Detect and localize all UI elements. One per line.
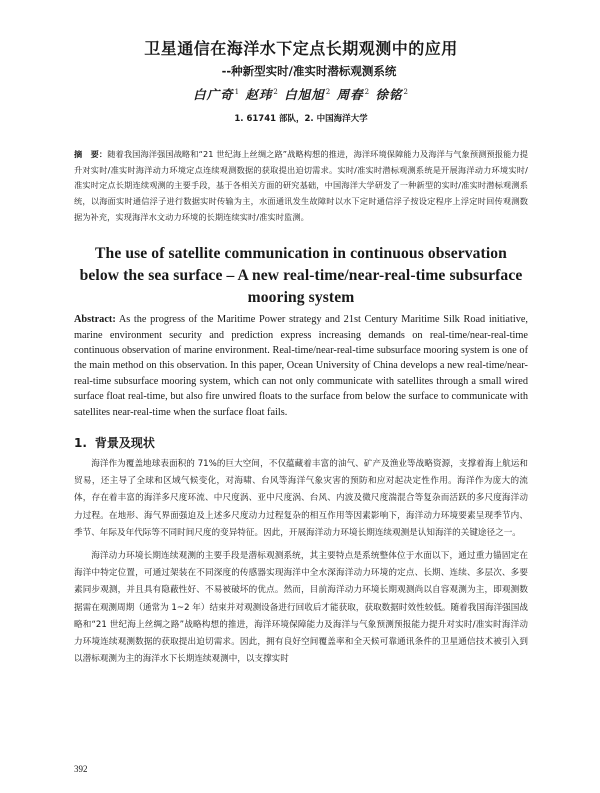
abstract-cn-text: 随着我国海洋强国战略和“21 世纪海上丝绸之路”战略构想的推进，海洋环境保障能力及海洋与气象预测预报能力提升对实时/准实时海洋动力环境定点连续观测数据的获取提出迫切需求。实时/准实时潜标观测系统是开展海洋动力环境实时/准实时定点长期连续观测的主要手段，基于各相关方面的研究基础，中国海洋大学研发了一种新型的实时/准实时潜标观测系统，以海面实时通信浮子进行数据实时传输为主，水面通讯发生故障时以水下定时通信浮子按设定程序上浮定时回传观测数据为补充，实现海洋水文动力环境的长期连续实时/准实时监测。 [74,149,528,222]
body-paragraph: 海洋作为覆盖地球表面积的 71%的巨大空间，不仅蕴藏着丰富的油气、矿产及渔业等战略资源，支撑着海上航运和贸易，还主导了全球和区域气候变化，对海啸、台风等海洋气象灾害的预防和应对起决定性作用。海洋作为庞大的流体，存在着丰富的海洋多尺度环流、中尺度涡、亚中尺度涡、台风、内波及微尺度湍混合等复杂而活跃的多尺度海洋动力过程。在地形、海气界面强迫及上述多尺度动力过程复杂的相互作用等因素影响下，海洋动力环境要素呈现季节内、季节、年际及年代际等不同时间尺度的变异特征。因此，开展海洋动力环境长期连续观测是认知海洋的关键途径之一。 [74,458,528,538]
paper-subtitle-cn: --种新型实时/准实时潜标观测系统 [221,64,397,78]
author: 周春$^2$ [336,87,371,103]
paper-title-en: The use of satellite communication in continuous observation below the sea surface – A new real-time/near-real-time subsurface mooring system [79,245,523,307]
author-list [74,83,528,104]
page-number: 392 [74,764,88,774]
abstract-cn [74,147,528,225]
affiliations: 1. 61741 部队，2. 中国海洋大学 [234,114,368,125]
body-paragraph: 海洋动力环境长期连续观测的主要手段是潜标观测系统，其主要特点是系统整体位于水面以下，通过重力锚固定在海洋中特定位置，可通过架装在不同深度的传感器实现海洋中全水深海洋动力环境的定点、长期、连续、多层次、多要素同步观测，并且具有隐蔽性好、不易被破坏的优点。然而，目前海洋动力环境长期观测尚以自容观测为主，即观测数据需在观测周期（通常为 1~2 年）结束并对观测设备进行回收后才能获取，获取数据时效性较低。随着我国海洋强国战略和“21 世纪海上丝绸之路”战略构想的推进，海洋环境保障能力及海洋与气象预测预报能力提升对实时/准实时海洋动力环境连续观测数据的获取提出迫切需求。因此，拥有良好空间覆盖率和全天候可靠通讯条件的卫星通信技术被引入到以潜标观测为主的海洋水下长期连续观测中，以支撑实时 [74,550,528,665]
paper-title-cn: 卫星通信在海洋水下定点长期观测中的应用 [144,39,458,58]
author: 白广奇$^1$ [193,87,241,103]
abstract-en-text: As the progress of the Maritime Power strategy and 21st Century Maritime Silk Road initiative, marine environment security and prediction express increasing demands on real-time/near-real-time continuous observation of marine environment. Real-time/near-real-time subsurface mooring system is one of the main method on this observation. In this paper, Ocean University of China develops a new real-time/near-real-time subsurface mooring system, which can not only communicate with satellites through a small wired surface float real-time, but also fire unwired floats to the surface from below the surface to communicate with satellites near-real-time when the surface float fails. [74,314,529,418]
abstract-en [74,312,528,420]
abstract-cn-label: 摘 要： [74,149,108,160]
author: 赵玮$^2$ [245,87,279,103]
abstract-en-label: Abstract: [74,314,116,326]
author: 徐铭$^2$ [375,87,409,103]
section-number: 1. [74,435,87,450]
section-heading [74,434,528,452]
section-title: 背景及现状 [94,435,155,450]
author: 白旭旭$^2$ [284,87,332,103]
